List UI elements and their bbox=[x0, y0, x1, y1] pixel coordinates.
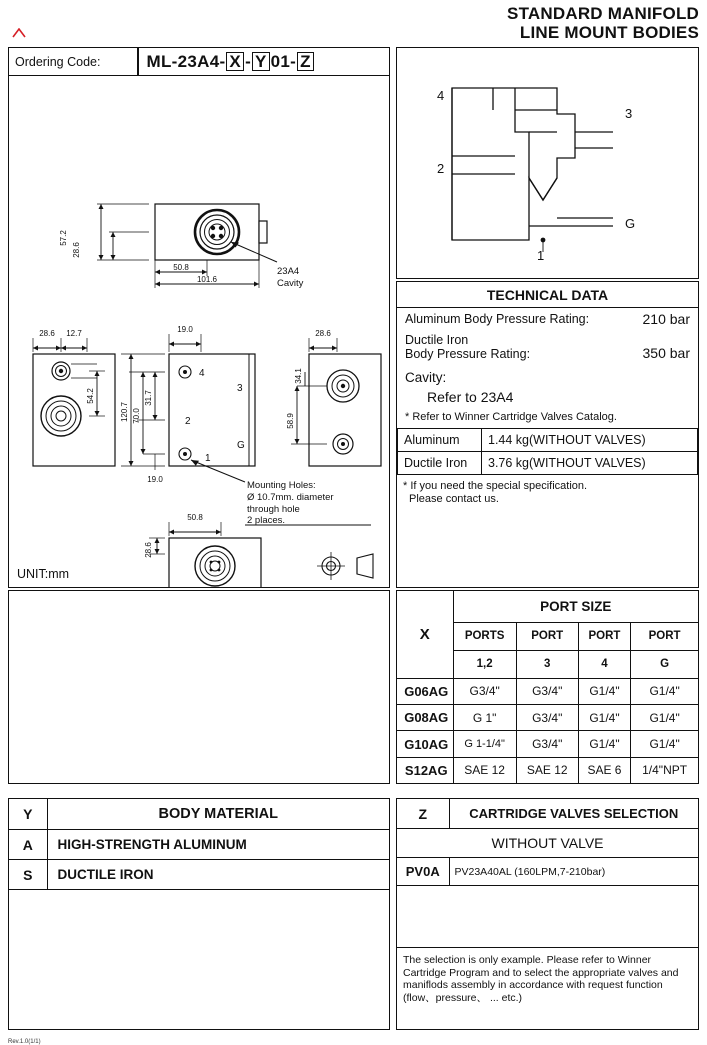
port-cell-s12ag-1: SAE 12 bbox=[516, 757, 578, 783]
unit-label: UNIT:mm bbox=[17, 567, 70, 581]
page-title bbox=[507, 4, 699, 42]
mounting-line3: through hole bbox=[247, 504, 300, 515]
technical-data-title: TECHNICAL DATA bbox=[397, 282, 698, 308]
weight-table bbox=[397, 428, 698, 475]
cartridge-without-valve: WITHOUT VALVE bbox=[397, 829, 698, 858]
table-row bbox=[397, 799, 698, 829]
port-col-sub-3: G bbox=[631, 650, 698, 678]
port-row-key-g10ag: G10AG bbox=[397, 731, 453, 757]
dim-28-6-right: 28.6 bbox=[315, 329, 331, 338]
port-label-2: 2 bbox=[185, 416, 191, 427]
cartridge-footnote: The selection is only example. Please refer to Winner Cartridge Program and to select the appropriate valves and maniflods assembly in accordance with request function (flow、pressure、 ... etc.) bbox=[397, 948, 698, 1011]
table-row bbox=[397, 948, 698, 1011]
page-title-line1: STANDARD MANIFOLD bbox=[507, 4, 699, 23]
body-material-title: BODY MATERIAL bbox=[47, 799, 389, 830]
port-cell-g10ag-0: G 1-1/4" bbox=[453, 731, 516, 757]
table-row bbox=[397, 705, 698, 731]
body-material-key-header: Y bbox=[9, 799, 47, 830]
dim-34-1: 34.1 bbox=[294, 368, 303, 384]
port-col-header-0: PORTS bbox=[453, 623, 516, 651]
dim-28-6-left: 28.6 bbox=[39, 329, 55, 338]
ordering-code-mid: 01- bbox=[270, 51, 297, 71]
mounting-line4: 2 places. bbox=[247, 515, 286, 526]
mounting-line2: Ø 10.7mm. diameter bbox=[247, 492, 334, 503]
weight-material-ductile: Ductile Iron bbox=[398, 452, 482, 475]
dim-54-2: 54.2 bbox=[86, 388, 95, 404]
table-row bbox=[397, 829, 698, 858]
aluminum-pressure-row bbox=[397, 308, 698, 330]
cartridge-valves-table bbox=[397, 799, 698, 1010]
ordering-code-prefix: ML-23A4- bbox=[146, 51, 226, 71]
dimension-drawing-panel bbox=[8, 75, 390, 588]
cavity-label: Cavity: bbox=[405, 370, 447, 385]
port-size-title: PORT SIZE bbox=[453, 591, 698, 623]
cartridge-key-header: Z bbox=[397, 799, 449, 829]
table-row bbox=[9, 860, 389, 890]
footer-revision-code: Rev.1.0(1/1) bbox=[8, 1039, 41, 1045]
section-label-1: 1 bbox=[537, 248, 545, 263]
cavity-value: Refer to 23A4 bbox=[427, 389, 514, 405]
body-material-value-s: DUCTILE IRON bbox=[47, 860, 389, 890]
port-cell-g06ag-2: G1/4" bbox=[578, 678, 631, 704]
table-row bbox=[397, 678, 698, 704]
aluminum-pressure-label: Aluminum Body Pressure Rating: bbox=[405, 312, 590, 326]
table-row bbox=[397, 886, 698, 948]
port-col-header-2: PORT bbox=[578, 623, 631, 651]
cavity-callout-line2: Cavity bbox=[277, 278, 304, 289]
weight-material-aluminum: Aluminum bbox=[398, 429, 482, 452]
port-label-g: G bbox=[237, 440, 245, 451]
port-col-header-1: PORT bbox=[516, 623, 578, 651]
weight-value-aluminum: 1.44 kg(WITHOUT VALVES) bbox=[482, 429, 698, 452]
dim-28-6-bottom: 28.6 bbox=[144, 542, 153, 558]
port-cell-g08ag-3: G1/4" bbox=[631, 705, 698, 731]
port-size-panel bbox=[396, 590, 699, 784]
dim-12-7: 12.7 bbox=[66, 329, 82, 338]
ductile-pressure-value: 350 bar bbox=[642, 345, 690, 361]
cartridge-code-pv0a: PV0A bbox=[397, 858, 449, 886]
cavity-callout-line1: 23A4 bbox=[277, 266, 300, 277]
port-row-key-g08ag: G08AG bbox=[397, 705, 453, 731]
technical-footnote-line2: Please contact us. bbox=[409, 493, 499, 505]
port-row-key-g06ag: G06AG bbox=[397, 678, 453, 704]
port-cell-g06ag-0: G3/4" bbox=[453, 678, 516, 704]
port-cell-s12ag-0: SAE 12 bbox=[453, 757, 516, 783]
technical-data-panel bbox=[396, 281, 699, 588]
port-col-sub-2: 4 bbox=[578, 650, 631, 678]
cavity-note: * Refer to Winner Cartridge Valves Catalog. bbox=[405, 411, 617, 423]
port-label-1: 1 bbox=[205, 453, 211, 464]
table-row bbox=[398, 452, 698, 475]
mounting-line1: Mounting Holes: bbox=[247, 480, 316, 491]
table-row bbox=[9, 799, 389, 830]
ordering-code-row bbox=[8, 47, 390, 75]
technical-footnote-line1: * If you need the special specification. bbox=[403, 480, 588, 492]
ordering-code-x: X bbox=[226, 52, 244, 71]
table-row bbox=[398, 429, 698, 452]
dim-58-9: 58.9 bbox=[286, 413, 295, 429]
section-label-4: 4 bbox=[437, 88, 445, 103]
ordering-code-y: Y bbox=[252, 52, 270, 71]
table-row bbox=[397, 757, 698, 783]
body-material-table bbox=[9, 799, 389, 890]
body-material-panel bbox=[8, 798, 390, 1030]
port-cell-s12ag-3: 1/4"NPT bbox=[631, 757, 698, 783]
port-cell-g10ag-1: G3/4" bbox=[516, 731, 578, 757]
section-label-2: 2 bbox=[437, 161, 445, 176]
table-row bbox=[397, 731, 698, 757]
brand-logo-icon bbox=[12, 28, 38, 38]
body-material-key-a: A bbox=[9, 830, 47, 860]
table-row bbox=[9, 830, 389, 860]
body-material-value-a: HIGH-STRENGTH ALUMINUM bbox=[47, 830, 389, 860]
aluminum-pressure-value: 210 bar bbox=[642, 311, 690, 327]
ductile-pressure-label-line2: Body Pressure Rating: bbox=[405, 347, 531, 361]
port-label-3: 3 bbox=[237, 383, 243, 394]
cartridge-valves-panel bbox=[396, 798, 699, 1030]
port-x-header: X bbox=[397, 591, 453, 678]
dim-31-7: 31.7 bbox=[144, 390, 153, 406]
ordering-code-z: Z bbox=[297, 52, 314, 71]
section-view-drawing bbox=[397, 48, 697, 277]
dimension-drawing bbox=[9, 76, 389, 587]
port-label-4: 4 bbox=[199, 368, 205, 379]
port-cell-g08ag-2: G1/4" bbox=[578, 705, 631, 731]
port-cell-g10ag-2: G1/4" bbox=[578, 731, 631, 757]
port-col-sub-1: 3 bbox=[516, 650, 578, 678]
ductile-pressure-row bbox=[397, 330, 698, 364]
ordering-code-dash1: - bbox=[245, 51, 252, 71]
cartridge-spacer bbox=[397, 886, 698, 948]
dim-70-0: 70.0 bbox=[132, 408, 141, 424]
dim-57-2: 57.2 bbox=[59, 230, 68, 246]
dim-50-8-top: 50.8 bbox=[173, 263, 189, 272]
dim-120-7: 120.7 bbox=[120, 401, 129, 423]
page-title-line2: LINE MOUNT BODIES bbox=[519, 23, 699, 42]
table-row bbox=[397, 858, 698, 886]
section-label-g: G bbox=[625, 216, 636, 231]
port-col-sub-0: 1,2 bbox=[453, 650, 516, 678]
dim-19-0-bottom: 19.0 bbox=[147, 475, 163, 484]
dim-50-8-bottom: 50.8 bbox=[187, 513, 203, 522]
dim-19-0-top: 19.0 bbox=[177, 325, 193, 334]
body-material-key-s: S bbox=[9, 860, 47, 890]
table-row bbox=[397, 591, 698, 623]
port-cell-g06ag-3: G1/4" bbox=[631, 678, 698, 704]
dim-28-6-top: 28.6 bbox=[72, 242, 81, 258]
cartridge-title: CARTRIDGE VALVES SELECTION bbox=[449, 799, 698, 829]
blank-panel bbox=[8, 590, 390, 784]
ordering-code-label: Ordering Code: bbox=[15, 54, 101, 69]
port-cell-g08ag-0: G 1" bbox=[453, 705, 516, 731]
ordering-code-value bbox=[139, 52, 315, 72]
port-cell-g08ag-1: G3/4" bbox=[516, 705, 578, 731]
cartridge-desc-pv0a: PV23A40AL (160LPM,7-210bar) bbox=[449, 858, 698, 886]
ductile-pressure-label-line1: Ductile Iron bbox=[405, 333, 469, 347]
port-row-key-s12ag: S12AG bbox=[397, 757, 453, 783]
section-view-panel bbox=[396, 47, 699, 279]
technical-footnote bbox=[397, 475, 698, 511]
port-size-table bbox=[397, 591, 698, 783]
port-cell-g06ag-1: G3/4" bbox=[516, 678, 578, 704]
port-cell-g10ag-3: G1/4" bbox=[631, 731, 698, 757]
ductile-pressure-label bbox=[405, 333, 530, 361]
dim-101-6: 101.6 bbox=[196, 275, 218, 284]
port-col-header-3: PORT bbox=[631, 623, 698, 651]
weight-value-ductile: 3.76 kg(WITHOUT VALVES) bbox=[482, 452, 698, 475]
section-label-3: 3 bbox=[625, 106, 633, 121]
port-cell-s12ag-2: SAE 6 bbox=[578, 757, 631, 783]
